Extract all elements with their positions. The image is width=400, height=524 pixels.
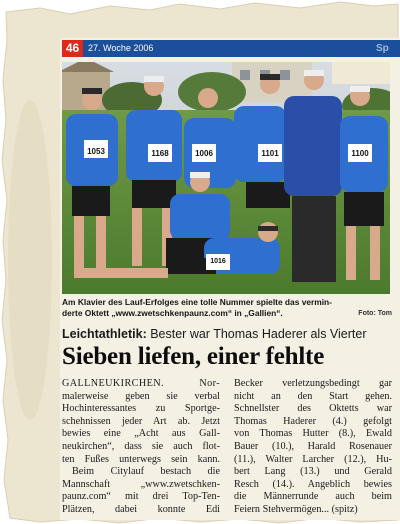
text-line: Resch (14.). Angeblich bewies [234,478,392,490]
photo-credit: Foto: Tom [358,310,392,317]
text-line: neukirchen“, dass sie auch flot- [62,440,220,452]
caption-line: derte Oktett „www.zwetschkenpaunz.com“ in „Gallien“. [62,308,283,318]
bib-number: 1053 [87,147,105,156]
text-line: Becker verletzungsbedingt gar [234,378,392,389]
photo-caption [62,297,392,319]
text-line: schehnissen jeder Art ab. Jetzt [62,415,220,427]
page-number: 46 [62,40,83,57]
week-label: 27. Woche 2006 [88,43,154,53]
text-line: paunz.com“ mit drei Top-Ten- [62,491,220,503]
text-line: bert Lang (13.) und Gerald [234,466,392,478]
text-line: Mannschaft „www.zwetschken- [62,478,220,490]
team-photo [62,62,390,294]
text-line: (11.), Walter Larcher (12.), Hu- [234,453,392,465]
article-column-right [234,378,392,517]
text-line: malerweise geben sie verbal [62,390,220,402]
bib-number: 1168 [151,149,169,158]
text-line: Hochinteressantes zu Sportge- [62,403,220,415]
text-line: bewies eine „Acht aus Gall- [62,428,220,440]
bib-number: 1101 [261,149,279,158]
bib-number: 1100 [351,149,369,158]
bib-number: 1016 [210,258,226,265]
text-line: Plätzen, dabei konnte Edi [62,503,220,515]
text-line: ten Fußes unterwegs sein kann. [62,453,220,465]
text-line: nicht an den Start gehen. [234,390,392,402]
text-line: von Thomas Hutter (8.), Ewald [234,428,392,440]
text-line: Bauer (10.), Harald Rosenauer [234,440,392,452]
kicker-category: Leichtathletik: [62,327,147,341]
kicker-text: Bester war Thomas Haderer als Vierter [146,327,367,341]
text-line: Feiern Stehvermögen... (spitz) [234,503,358,515]
caption-line: Am Klavier des Lauf-Erfolges eine tolle Nummer spielte das vermin- [62,297,332,307]
article-headline: Sieben liefen, einer fehlte [62,343,325,370]
article-column-left [62,378,220,517]
bib-number: 1006 [195,149,213,158]
article-kicker [62,326,392,342]
text-line: die Männerrunde auch beim [234,491,392,503]
section-label: Sp [376,43,389,54]
text-line: GALLNEUKIRCHEN. Nor- [62,378,220,389]
text-line: Schnellster des Oktetts war [234,403,392,415]
text-line: Beim Citylauf bestach die [72,466,220,478]
text-line: Thomas Haderer (4.) gefolgt [234,415,392,427]
